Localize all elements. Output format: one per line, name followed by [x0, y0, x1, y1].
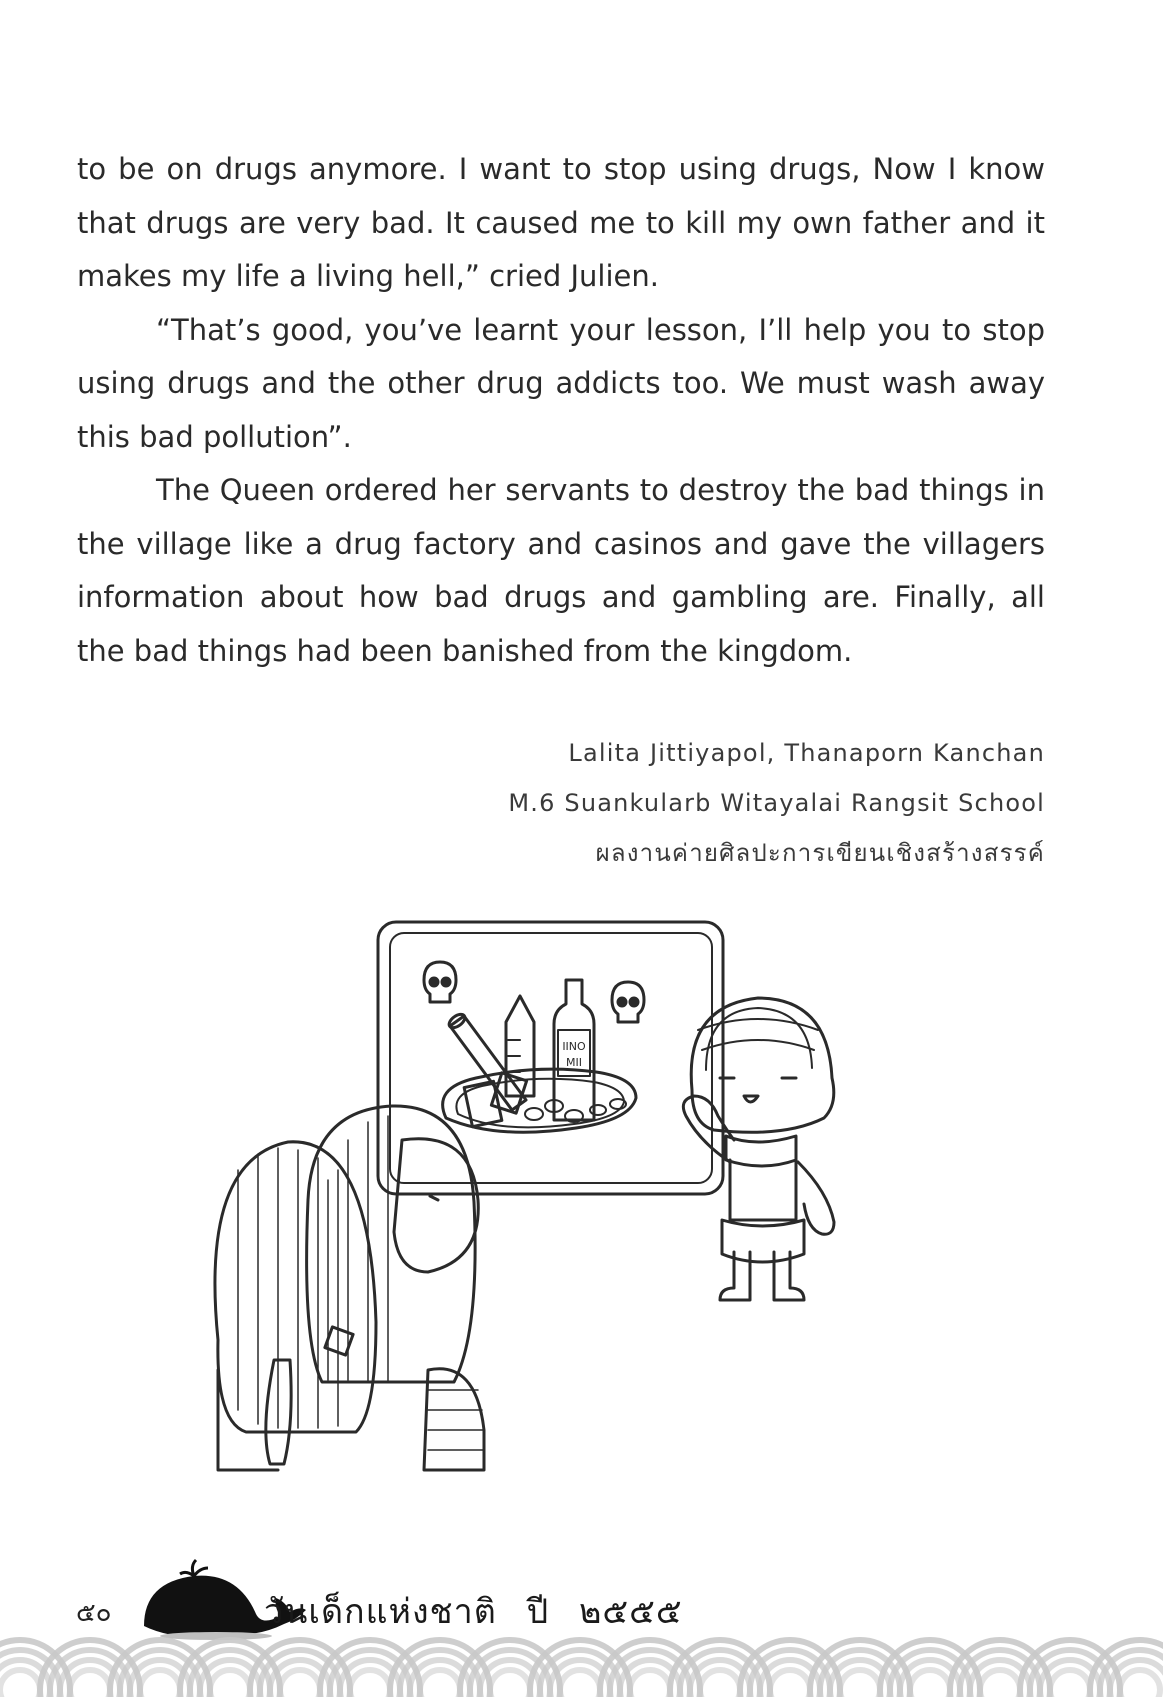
credit-school: M.6 Suankularb Witayalai Rangsit School — [508, 789, 1045, 817]
wave-ring — [700, 1670, 740, 1697]
wave-ring — [420, 1670, 460, 1697]
wave-ring — [210, 1670, 250, 1697]
decorative-wave-band — [0, 1610, 1163, 1697]
footer-year-label: ปี — [526, 1592, 550, 1632]
wave-ring — [140, 1670, 180, 1697]
audience-characters — [215, 1106, 484, 1470]
credit-project: ผลงานค่ายศิลปะการเขียนเชิงสร้างสรรค์ — [595, 839, 1045, 867]
presentation-board — [378, 922, 723, 1194]
illustration-drawing — [178, 900, 948, 1500]
author-credits — [508, 728, 1045, 878]
wave-ring — [1050, 1670, 1090, 1697]
footer-title-text: วันเด็กแห่งชาติ — [264, 1592, 497, 1632]
wave-ring — [490, 1670, 530, 1697]
wave-ring — [840, 1670, 880, 1697]
wave-ring — [0, 1670, 40, 1697]
bottle-label-line2: MII — [566, 1056, 582, 1069]
wave-ring — [70, 1670, 110, 1697]
wave-ring — [910, 1670, 950, 1697]
paragraph-2: “That’s good, you’ve learnt your lesson, I’ll help you to stop using drugs and the other drug addicts too. We must wash away this bad pollution”. — [77, 312, 1045, 454]
wave-ring — [350, 1670, 390, 1697]
wave-ring — [770, 1670, 810, 1697]
footer-year: ๒๕๕๕ — [579, 1592, 683, 1632]
bottle-icon — [554, 980, 594, 1120]
credit-authors: Lalita Jittiyapol, Thanaporn Kanchan — [568, 739, 1045, 767]
bottle-label-line1: IINO — [562, 1040, 586, 1053]
skull-icon — [612, 982, 644, 1022]
wave-ring — [980, 1670, 1020, 1697]
paragraph-1: to be on drugs anymore. I want to stop using drugs, Now I know that drugs are very bad. It caused me to kill my own father and it makes my life a living hell,” cried Julien. — [77, 152, 1045, 293]
story-illustration — [178, 900, 948, 1500]
wave-ring — [280, 1670, 320, 1697]
paragraph-3: The Queen ordered her servants to destroy the bad things in the village like a drug factory and casinos and gave the villagers information about how bad drugs and gambling are. Finally, all the bad things had been banished from the kingdom. — [77, 473, 1045, 668]
wave-ring — [1120, 1670, 1160, 1697]
wave-ring — [560, 1670, 600, 1697]
wave-ring — [630, 1670, 670, 1697]
presenter-character — [683, 998, 834, 1300]
story-text — [77, 143, 1045, 678]
page-number: ๕๐ — [76, 1598, 112, 1628]
skull-icon — [424, 962, 456, 1002]
